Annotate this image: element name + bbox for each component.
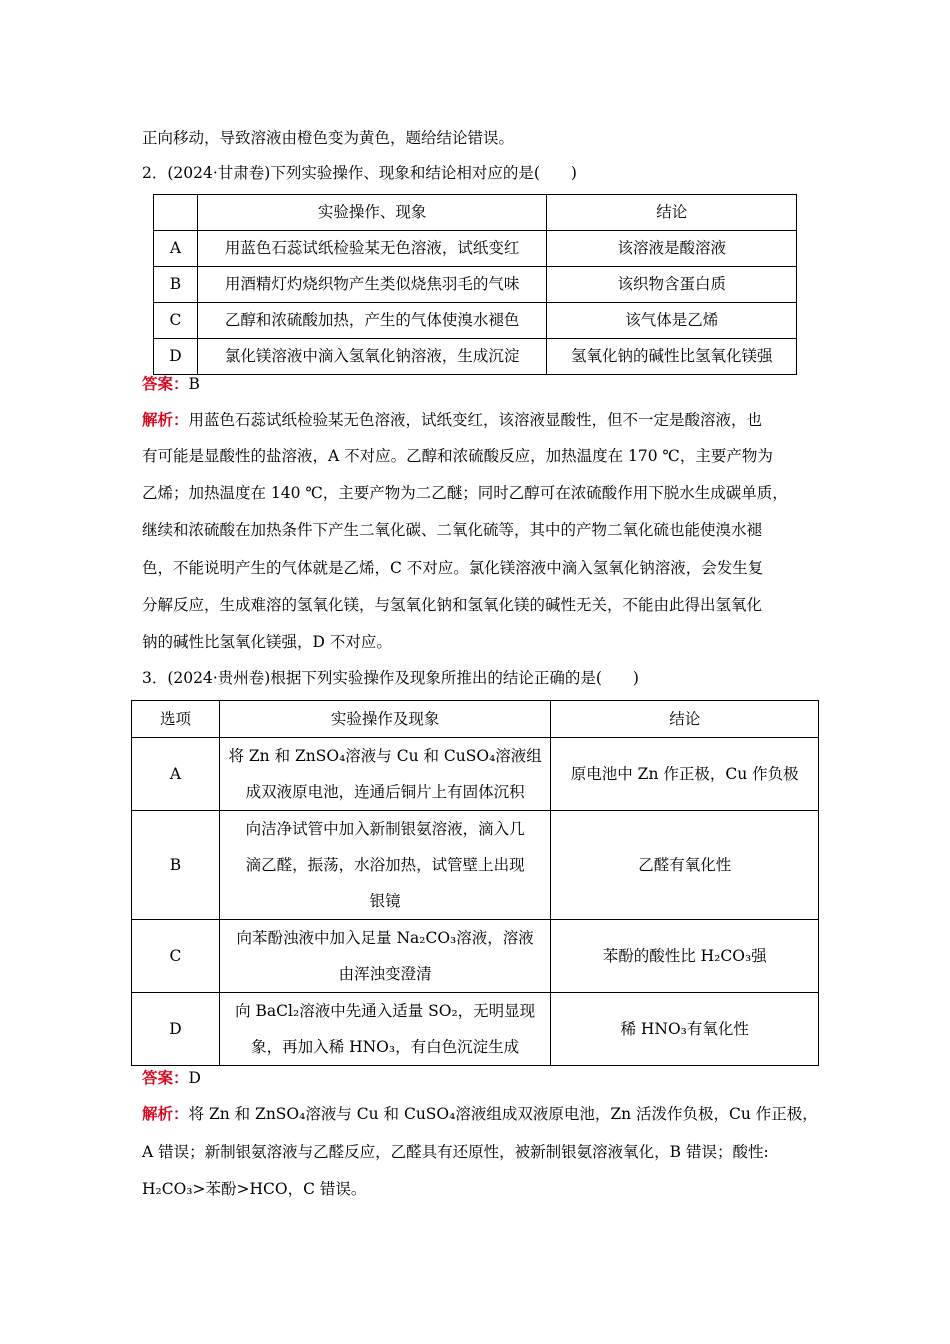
operation-line: 由浑浊变澄清 <box>338 965 432 983</box>
operation-line: 将 Zn 和 ZnSO₄溶液与 Cu 和 CuSO₄溶液组 <box>228 747 542 765</box>
q2-analysis-line: 乙烯；加热温度在 140 ℃，主要产物为二乙醚；同时乙醇可在浓硫酸作用下脱水生成碳单质， <box>142 484 788 502</box>
option-cell: A <box>154 231 198 267</box>
option-cell: C <box>132 920 220 993</box>
analysis-label: 解析： <box>142 1104 189 1123</box>
operation-cell: 用酒精灯灼烧织物产生类似烧焦羽毛的气味 <box>197 267 546 303</box>
conclusion-cell: 该溶液是酸溶液 <box>547 231 797 267</box>
conclusion-cell: 苯酚的酸性比 H₂CO₃强 <box>551 920 819 993</box>
table-row <box>154 303 797 339</box>
analysis-text: 用蓝色石蕊试纸检验某无色溶液，试纸变红，该溶液显酸性，但不一定是酸溶液，也 <box>188 411 763 429</box>
option-cell: D <box>154 339 198 375</box>
operation-line: 向苯酚浊液中加入足量 Na₂CO₃溶液，溶液 <box>236 929 534 947</box>
operation-cell <box>219 811 551 920</box>
table-row <box>132 811 819 920</box>
header-cell: 实验操作及现象 <box>219 701 551 738</box>
header-cell <box>154 195 198 231</box>
table-row <box>154 339 797 375</box>
analysis-label: 解析： <box>142 410 189 429</box>
q3-table <box>131 700 819 1066</box>
conclusion-cell: 氢氧化钠的碱性比氢氧化镁强 <box>547 339 797 375</box>
conclusion-cell: 该气体是乙烯 <box>547 303 797 339</box>
operation-cell <box>219 738 551 811</box>
header-cell: 选项 <box>132 701 220 738</box>
answer-label: 答案： <box>142 374 189 393</box>
operation-cell <box>219 993 551 1066</box>
q3-analysis-line: H₂CO₃>苯酚>HCO，C 错误。 <box>142 1180 367 1198</box>
operation-line: 向 BaCl₂溶液中先通入适量 SO₂，无明显现 <box>235 1002 536 1020</box>
q2-analysis-line: 钠的碱性比氢氧化镁强，D 不对应。 <box>142 633 392 651</box>
q2-analysis-line: 继续和浓硫酸在加热条件下产生二氧化碳、二氧化硫等，其中的产物二氧化硫也能使溴水褪 <box>142 521 763 539</box>
operation-cell: 氯化镁溶液中滴入氢氧化钠溶液，生成沉淀 <box>197 339 546 375</box>
operation-line: 象，再加入稀 HNO₃，有白色沉淀生成 <box>251 1038 520 1056</box>
table-header-row <box>154 195 797 231</box>
operation-cell <box>219 920 551 993</box>
table-header-row <box>132 701 819 738</box>
conclusion-cell: 该织物含蛋白质 <box>547 267 797 303</box>
q2-analysis-line: 有可能是显酸性的盐溶液，A 不对应。乙醇和浓硫酸反应，加热温度在 170 ℃，主要产物为 <box>142 447 773 465</box>
q2-table <box>153 194 797 375</box>
q2-stem: 2．(2024·甘肃卷)下列实验操作、现象和结论相对应的是( ) <box>142 164 577 182</box>
operation-line: 向洁净试管中加入新制银氨溶液，滴入几 <box>245 820 525 838</box>
q3-analysis-line <box>142 1104 818 1124</box>
table-row <box>154 231 797 267</box>
intro-line: 正向移动，导致溶液由橙色变为黄色，题给结论错误。 <box>142 129 515 147</box>
table-row <box>132 993 819 1066</box>
q3-stem: 3．(2024·贵州卷)根据下列实验操作及现象所推出的结论正确的是( ) <box>142 669 639 687</box>
header-cell: 结论 <box>547 195 797 231</box>
conclusion-cell: 乙醛有氧化性 <box>551 811 819 920</box>
answer-value: D <box>188 1069 201 1087</box>
operation-line: 成双液原电池，连通后铜片上有固体沉积 <box>245 783 525 801</box>
answer-value: B <box>188 375 200 393</box>
operation-line: 滴乙醛，振荡，水浴加热，试管壁上出现 <box>245 856 525 874</box>
q2-analysis-line: 色，不能说明产生的气体就是乙烯，C 不对应。氯化镁溶液中滴入氢氧化钠溶液，会发生复 <box>142 559 764 577</box>
operation-cell: 乙醇和浓硫酸加热，产生的气体使溴水褪色 <box>197 303 546 339</box>
option-cell: B <box>154 267 198 303</box>
q3-answer <box>142 1068 201 1088</box>
header-cell: 结论 <box>551 701 819 738</box>
conclusion-cell: 稀 HNO₃有氧化性 <box>551 993 819 1066</box>
option-cell: C <box>154 303 198 339</box>
table-row <box>132 738 819 811</box>
q2-analysis-line <box>142 410 762 430</box>
q2-analysis-line: 分解反应，生成难溶的氢氧化镁，与氢氧化钠和氢氧化镁的碱性无关，不能由此得出氢氧化 <box>142 596 763 614</box>
table-row <box>154 267 797 303</box>
header-cell: 实验操作、现象 <box>197 195 546 231</box>
answer-label: 答案： <box>142 1068 189 1087</box>
q2-answer <box>142 374 200 394</box>
q3-analysis-line: A 错误；新制银氨溶液与乙醛反应，乙醛具有还原性，被新制银氨溶液氧化，B 错误；酸性: <box>142 1143 769 1161</box>
analysis-text: 将 Zn 和 ZnSO₄溶液与 Cu 和 CuSO₄溶液组成双液原电池，Zn 活泼作负极，Cu 作正极， <box>188 1105 818 1123</box>
operation-line: 银镜 <box>369 892 401 910</box>
option-cell: B <box>132 811 220 920</box>
option-cell: D <box>132 993 220 1066</box>
operation-cell: 用蓝色石蕊试纸检验某无色溶液，试纸变红 <box>197 231 546 267</box>
table-row <box>132 920 819 993</box>
conclusion-cell: 原电池中 Zn 作正极，Cu 作负极 <box>551 738 819 811</box>
option-cell: A <box>132 738 220 811</box>
